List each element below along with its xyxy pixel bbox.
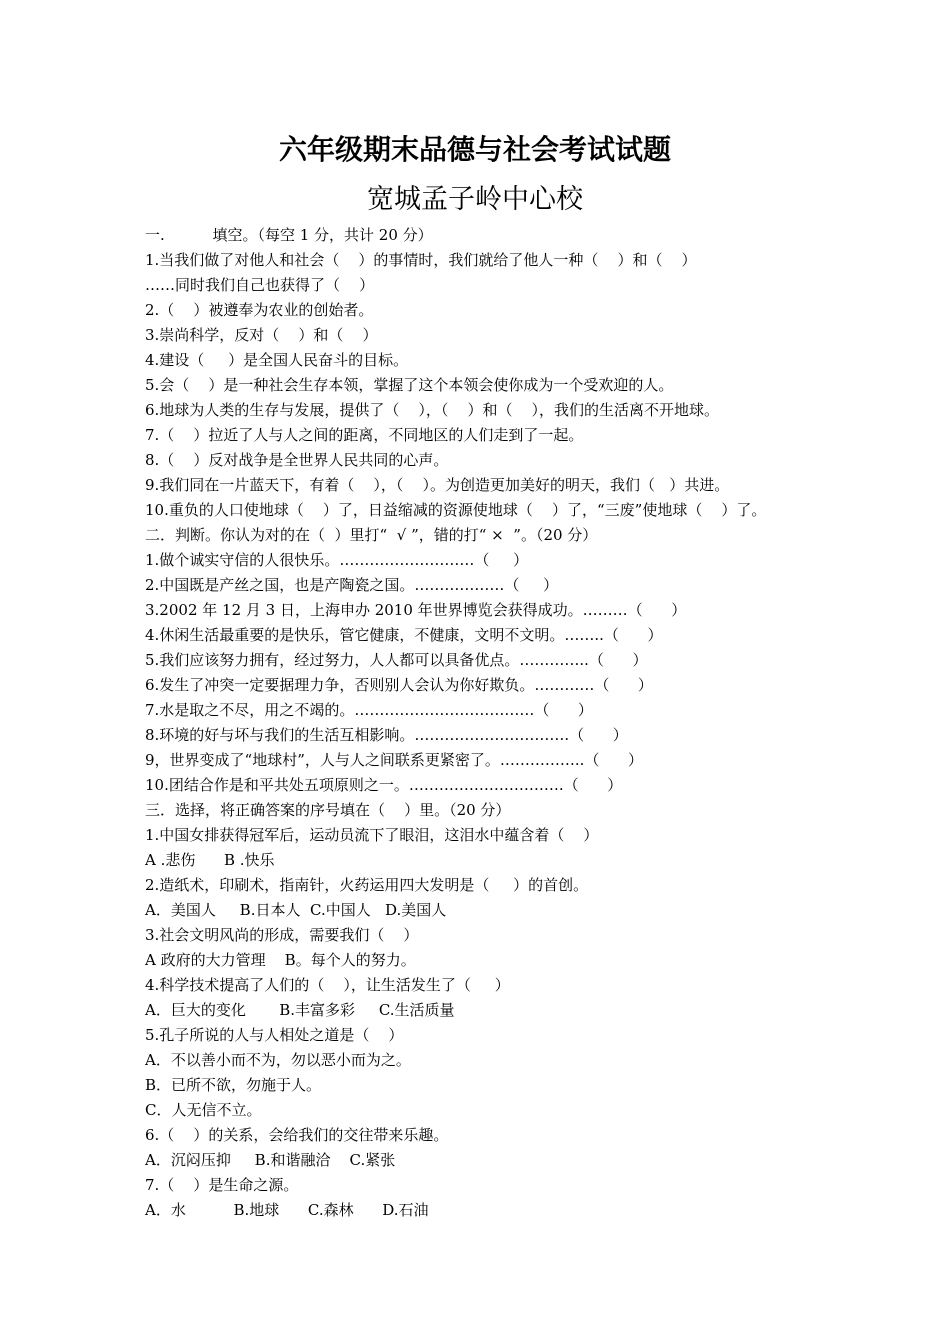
exam-title: 六年级期末品德与社会考试试题 bbox=[278, 133, 671, 166]
exam-line: 三．选择，将正确答案的序号填在（ ）里。（20 分） bbox=[145, 801, 511, 819]
exam-line: 3.2002 年 12 月 3 日，上海申办 2010 年世界博览会获得成功。………（ ） bbox=[145, 601, 687, 619]
exam-line: A．美国人 B.日本人 C.中国人 D.美国人 bbox=[145, 901, 447, 919]
exam-line: 5.孔子所说的人与人相处之道是（ ） bbox=[145, 1026, 404, 1044]
exam-line: 7.（ ）拉近了人与人之间的距离，不同地区的人们走到了一起。 bbox=[145, 426, 584, 444]
exam-line: 2.造纸术，印刷术，指南针，火药运用四大发明是（ ）的首创。 bbox=[145, 876, 589, 894]
exam-line: 7.（ ）是生命之源。 bbox=[145, 1176, 299, 1194]
exam-line: 8.（ ）反对战争是全世界人民共同的心声。 bbox=[145, 451, 449, 469]
exam-line: 4.科学技术提高了人们的（ ），让生活发生了（ ） bbox=[145, 976, 510, 994]
exam-line: 3.崇尚科学，反对（ ）和（ ） bbox=[145, 326, 378, 344]
exam-line: A .悲伤 B .快乐 bbox=[145, 851, 275, 869]
exam-line: 6.（ ）的关系，会给我们的交往带来乐趣。 bbox=[145, 1126, 449, 1144]
exam-line: A．巨大的变化 B.丰富多彩 C.生活质量 bbox=[145, 1001, 455, 1019]
exam-line: 5.我们应该努力拥有，经过努力，人人都可以具备优点。…………..（ ） bbox=[145, 651, 648, 669]
exam-line: 2.（ ）被遵奉为农业的创始者。 bbox=[145, 301, 374, 319]
exam-line: C．人无信不立。 bbox=[145, 1101, 262, 1119]
exam-line: A 政府的大力管理 B。每个人的努力。 bbox=[145, 951, 416, 969]
exam-line: 4.建设（ ）是全国人民奋斗的目标。 bbox=[145, 351, 409, 369]
exam-line: 二．判断。你认为对的在（ ）里打“ √ ”，错的打“ × ”。（20 分） bbox=[145, 526, 598, 544]
exam-line: A．水 B.地球 C.森林 D.石油 bbox=[145, 1201, 429, 1219]
exam-line: 2.中国既是产丝之国，也是产陶瓷之国。………………（ ） bbox=[145, 576, 559, 594]
exam-line: 6.发生了冲突一定要据理力争，否则别人会认为你好欺负。…………（ ） bbox=[145, 676, 653, 694]
exam-line: 一. 填空。（每空 1 分，共计 20 分） bbox=[145, 226, 433, 244]
exam-line: 5.会（ ）是一种社会生存本领，掌握了这个本领会使你成为一个受欢迎的人。 bbox=[145, 376, 674, 394]
exam-line: 4.休闲生活最重要的是快乐，管它健康，不健康，文明不文明。……..（ ） bbox=[145, 626, 663, 644]
exam-line: B．已所不欲，勿施于人。 bbox=[145, 1076, 322, 1094]
exam-line: 1.中国女排获得冠军后，运动员流下了眼泪，这泪水中蕴含着（ ） bbox=[145, 826, 599, 844]
exam-line: 8.环境的好与坏与我们的生活互相影响。………………………….（ ） bbox=[145, 726, 628, 744]
exam-line: A．不以善小而不为，勿以恶小而为之。 bbox=[145, 1051, 411, 1069]
exam-content bbox=[145, 223, 935, 1223]
exam-line: 3.社会文明风尚的形成，需要我们（ ） bbox=[145, 926, 419, 944]
exam-line: 7.水是取之不尽，用之不竭的。………………………………（ ） bbox=[145, 701, 593, 719]
exam-line: 10.团结合作是和平共处五项原则之一。………………………….（ ） bbox=[145, 776, 623, 794]
school-name: 宽城孟子岭中心校 bbox=[367, 184, 583, 215]
exam-line: 1.做个诚实守信的人很快乐。………………………（ ） bbox=[145, 551, 529, 569]
exam-line: A．沉闷压抑 B.和谐融洽 C.紧张 bbox=[145, 1151, 396, 1169]
exam-line: 6.地球为人类的生存与发展，提供了（ ），（ ）和（ ），我们的生活离不开地球。 bbox=[145, 401, 720, 419]
exam-line: ……同时我们自己也获得了（ ） bbox=[145, 276, 375, 294]
exam-line: 9.我们同在一片蓝天下，有着（ ），（ ）。为创造更加美好的明天，我们（ ）共进。 bbox=[145, 476, 730, 494]
exam-line: 10.重负的人口使地球（ ）了，日益缩减的资源使地球（ ）了，“三废”使地球（ ）了。 bbox=[145, 501, 767, 519]
exam-line: 9，世界变成了“地球村”，人与人之间联系更紧密了。……………..（ ） bbox=[145, 751, 644, 769]
exam-line: 1.当我们做了对他人和社会（ ）的事情时，我们就给了他人一种（ ）和（ ） bbox=[145, 251, 697, 269]
